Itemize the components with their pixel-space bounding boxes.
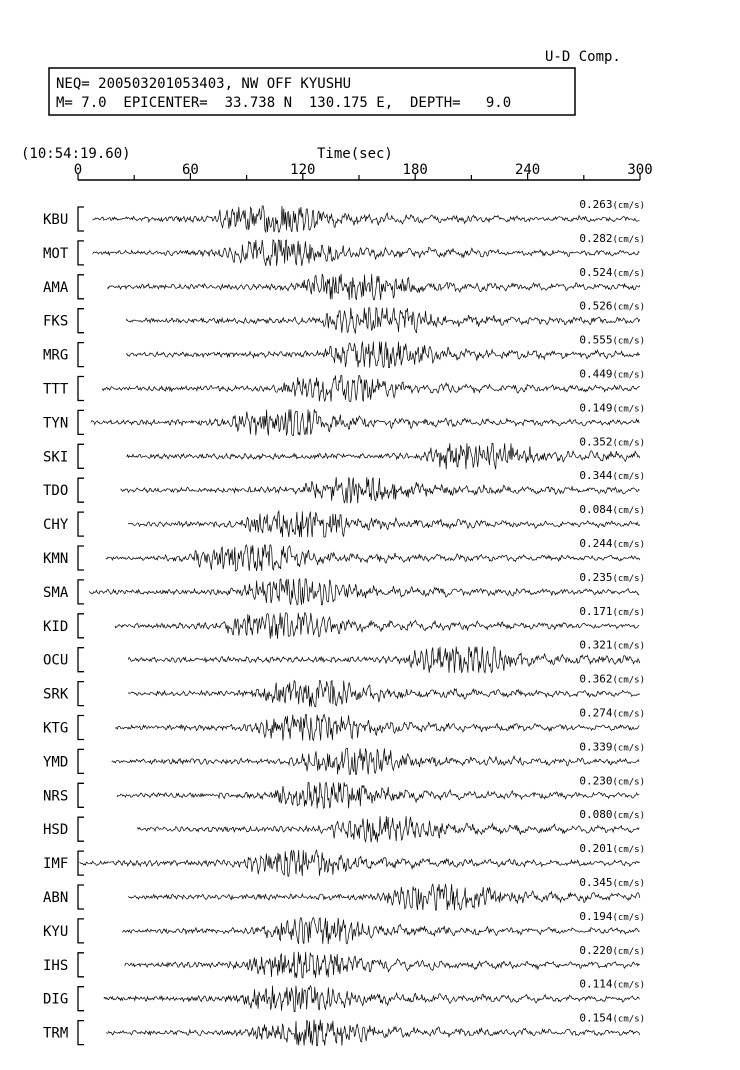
x-tick-label: 0 (73, 162, 83, 178)
station-label: SRK (43, 686, 69, 703)
max-amplitude-label: 0.345(cm/s) (579, 876, 645, 889)
station-label: KMN (43, 551, 69, 567)
station-row-kmn (43, 537, 645, 571)
max-amplitude-label: 0.201(cm/s) (579, 842, 645, 856)
max-amplitude-label: 0.080(cm/s) (579, 808, 645, 822)
waveform-trace (80, 850, 640, 876)
waveform-trace (125, 952, 640, 978)
station-label: IMF (43, 856, 69, 873)
scale-bracket (78, 987, 84, 1011)
station-row-ihs (43, 944, 645, 978)
scale-bracket (78, 478, 84, 502)
waveform-trace (127, 308, 640, 334)
station-row-sma (43, 571, 645, 605)
station-row-mrg (43, 334, 645, 368)
station-row-fks (43, 300, 645, 334)
max-amplitude-label: 0.321(cm/s) (579, 638, 645, 652)
max-amplitude-label: 0.555(cm/s) (579, 333, 645, 347)
station-row-abn (43, 876, 645, 910)
scale-bracket (78, 1021, 84, 1045)
station-label: MOT (43, 245, 69, 262)
waveform-trace (93, 240, 639, 266)
waveform-trace (89, 579, 639, 605)
waveform-trace (129, 681, 640, 707)
max-amplitude-label: 0.282(cm/s) (579, 231, 645, 245)
x-tick-label: 180 (402, 162, 428, 178)
scale-bracket (78, 512, 84, 536)
waveform-trace (93, 206, 639, 232)
max-amplitude-label: 0.274(cm/s) (579, 706, 645, 720)
scale-bracket (78, 343, 84, 367)
x-tick-label: 120 (290, 162, 316, 178)
waveform-trace (129, 884, 640, 910)
max-amplitude-label: 0.526(cm/s) (579, 299, 645, 313)
waveform-trace (106, 1020, 640, 1046)
station-label: IHS (43, 957, 69, 974)
component-label: U-D Comp. (545, 49, 621, 65)
scale-bracket (78, 783, 84, 807)
station-row-kid (43, 605, 645, 639)
max-amplitude-label: 0.171(cm/s) (579, 604, 645, 618)
station-label: ABN (43, 890, 69, 906)
x-tick-label: 60 (181, 162, 199, 178)
station-row-ama (43, 266, 645, 300)
station-row-kyu (43, 910, 645, 944)
max-amplitude-label: 0.194(cm/s) (579, 909, 645, 923)
station-row-tdo (43, 469, 645, 503)
station-row-ttt (43, 368, 645, 402)
scale-bracket (78, 885, 84, 909)
scale-bracket (78, 614, 84, 638)
station-row-ymd (43, 740, 645, 774)
event-line: NEQ= 200503201053403, NW OFF KYUSHU (56, 76, 352, 92)
waveform-trace (112, 748, 639, 774)
station-row-ski (43, 435, 645, 469)
station-row-srk (43, 673, 645, 707)
scale-bracket (78, 309, 84, 333)
scale-bracket (78, 444, 84, 468)
waveform-trace (106, 545, 640, 571)
station-label: SKI (43, 449, 69, 466)
waveform-trace (116, 715, 640, 741)
scale-bracket (78, 546, 84, 570)
start-time-label: (10:54:19.60) (21, 146, 131, 162)
station-row-nrs (43, 774, 645, 808)
time-axis (74, 162, 653, 180)
waveform-trace (117, 782, 639, 808)
max-amplitude-label: 0.339(cm/s) (579, 740, 645, 754)
waveform-trace (127, 342, 640, 368)
station-row-chy (43, 503, 645, 537)
max-amplitude-label: 0.362(cm/s) (579, 672, 645, 686)
station-label: CHY (43, 517, 69, 534)
station-row-kbu (43, 198, 645, 232)
scale-bracket (78, 410, 84, 434)
station-label: DIG (43, 991, 69, 1008)
max-amplitude-label: 0.114(cm/s) (579, 977, 645, 991)
trace-group (43, 198, 645, 1046)
scale-bracket (78, 716, 84, 740)
station-label: MRG (43, 347, 69, 364)
max-amplitude-label: 0.154(cm/s) (579, 1011, 645, 1025)
station-label: TRM (43, 1025, 69, 1042)
x-axis-title: Time(sec) (317, 146, 393, 162)
station-row-tyn (43, 401, 645, 435)
station-row-ocu (43, 639, 645, 673)
station-label: OCU (43, 652, 69, 669)
x-tick-label: 240 (514, 162, 541, 178)
max-amplitude-label: 0.352(cm/s) (579, 435, 645, 449)
waveform-trace (108, 274, 640, 300)
scale-bracket (78, 919, 84, 943)
waveform-trace (138, 816, 639, 842)
station-label: YMD (43, 754, 69, 771)
max-amplitude-label: 0.449(cm/s) (579, 367, 645, 381)
waveform-trace (121, 477, 639, 503)
scale-bracket (78, 682, 84, 706)
station-label: TYN (43, 415, 69, 432)
max-amplitude-label: 0.344(cm/s) (579, 469, 645, 483)
waveform-trace (129, 647, 640, 673)
max-amplitude-label: 0.220(cm/s) (579, 943, 645, 957)
scale-bracket (78, 207, 84, 231)
waveform-trace (102, 376, 639, 402)
params-line: M= 7.0 EPICENTER= 33.738 N 130.175 E, DEPTH= 9.0 (56, 95, 512, 111)
x-tick-label: 300 (627, 162, 653, 178)
scale-bracket (78, 953, 84, 977)
max-amplitude-label: 0.524(cm/s) (579, 265, 645, 279)
station-label: TTT (43, 381, 69, 398)
max-amplitude-label: 0.235(cm/s) (579, 570, 645, 584)
max-amplitude-label: 0.149(cm/s) (579, 401, 645, 415)
scale-bracket (78, 241, 84, 265)
max-amplitude-label: 0.230(cm/s) (579, 774, 645, 788)
scale-bracket (78, 377, 84, 401)
scale-bracket (78, 749, 84, 773)
waveform-trace (104, 986, 640, 1012)
scale-bracket (78, 817, 84, 841)
scale-bracket (78, 580, 84, 604)
station-label: KYU (43, 923, 69, 940)
station-row-hsd (43, 808, 645, 842)
station-label: FKS (43, 313, 69, 330)
waveform-trace (129, 511, 640, 537)
max-amplitude-label: 0.084(cm/s) (579, 503, 645, 517)
station-label: KBU (43, 212, 69, 228)
station-label: TDO (43, 483, 69, 500)
max-amplitude-label: 0.244(cm/s) (579, 537, 645, 550)
station-row-trm (43, 1012, 645, 1046)
station-row-mot (43, 232, 645, 266)
waveform-trace (116, 613, 640, 639)
station-row-dig (43, 978, 645, 1012)
waveform-trace (123, 918, 640, 944)
station-row-imf (43, 842, 645, 876)
station-row-ktg (43, 707, 645, 741)
station-label: NRS (43, 788, 69, 805)
station-label: KID (43, 618, 69, 635)
station-label: SMA (43, 584, 69, 601)
max-amplitude-label: 0.263(cm/s) (579, 198, 645, 211)
waveform-trace (91, 409, 639, 435)
waveform-trace (127, 443, 640, 469)
scale-bracket (78, 275, 84, 299)
station-label: AMA (43, 279, 69, 296)
scale-bracket (78, 648, 84, 672)
station-label: KTG (43, 720, 69, 737)
station-label: HSD (43, 822, 69, 839)
